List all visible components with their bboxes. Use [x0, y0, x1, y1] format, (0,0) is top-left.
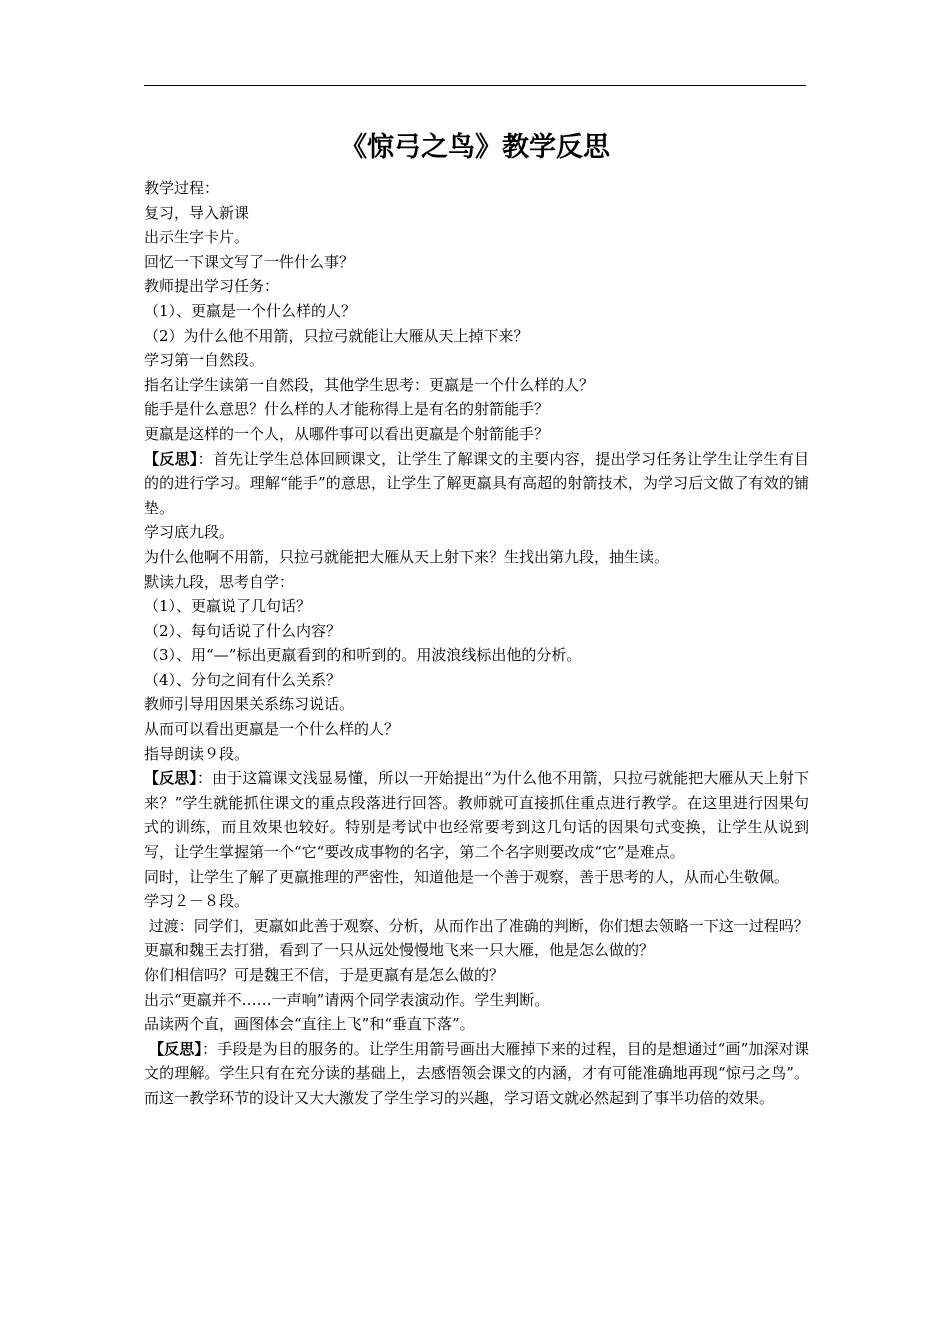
- reflection-text: ：首先让学生总体回顾课文，让学生了解课文的主要内容，提出学习任务让学生让学生有目的的进行学习。理解“能手”的意思，让学生了解更羸具有高超的射箭技术，为学习后文做了有效的铺垫。: [144, 449, 809, 517]
- text-line: 复习，导入新课: [144, 203, 250, 222]
- text-line: （4）、分句之间有什么关系？: [144, 670, 342, 689]
- reflection-paragraph-2: [144, 766, 809, 864]
- text-line: （1）、更羸说了几句话？: [144, 597, 312, 616]
- text-line: 教学过程：: [144, 179, 220, 197]
- paragraph-transition: 过渡：同学们，更羸如此善于观察、分析，从而作出了准确的判断，你们想去领略一下这一过程吗？: [144, 916, 809, 935]
- text-line: 学习２－８段。: [144, 892, 250, 911]
- header-rule: [144, 85, 806, 86]
- text-line: 学习底九段。: [144, 523, 235, 542]
- reflection-text: ：手段是为目的服务的。让学生用箭号画出大雁掉下来的过程，目的是想通过“画”加深对课文的理解。学生只有在充分读的基础上，去感悟领会课文的内涵，才有可能准确地再现“惊弓之鸟”。而这一教学环节的设计又大大激发了学生学习的兴趣，学习语文就必然起到了事半功倍的效果。: [144, 1039, 809, 1107]
- reflection-tag: 【反思】: [144, 449, 198, 468]
- text-line: 出示“更羸并不……一声响”请两个同学表演动作。学生判断。: [144, 990, 550, 1009]
- document-title: 《惊弓之鸟》教学反思: [340, 132, 610, 163]
- reflection-tag: 【反思】: [148, 1039, 203, 1058]
- reflection-paragraph-3: [144, 1037, 809, 1111]
- reflection-text: ：由于这篇课文浅显易懂，所以一开始提出“为什么他不用箭，只拉弓就能把大雁从天上射下来？”学生就能抓住课文的重点段落进行回答。教师就可直接抓住重点进行教学。在这里进行因果句式的训练，而且效果也较好。特别是考试中也经常要考到这几句话的因果句式变换，让学生从说到写，让学生掌握第一个“它“要改成事物的名字，第二个名字则要改成“它”是难点。: [144, 769, 809, 862]
- text-line: 出示生字卡片。: [144, 228, 250, 247]
- text-line: 更羸是这样的一个人，从哪件事可以看出更羸是个射箭能手？: [144, 424, 550, 443]
- text-line: 回忆一下课文写了一件什么事？: [144, 252, 355, 271]
- document-body: [144, 176, 809, 1111]
- text-line: 指名让学生读第一自然段，其他学生思考：更羸是一个什么样的人？: [144, 375, 595, 394]
- text-line: 默读九段，思考自学：: [144, 572, 295, 591]
- text-line: 从而可以看出更羸是一个什么样的人？: [144, 720, 400, 739]
- text-line: 更羸和魏王去打猎，看到了一只从远处慢慢地飞来一只大雁，他是怎么做的？: [144, 941, 655, 960]
- text-line: 为什么他啊不用箭，只拉弓就能把大雁从天上射下来？生找出第九段，抽生读。: [144, 547, 670, 566]
- text-line: 品读两个直，画图体会“直往上飞”和“垂直下落”。: [144, 1015, 475, 1034]
- text-line: （2）为什么他不用箭，只拉弓就能让大雁从天上掉下来？: [144, 326, 529, 345]
- text-line: 教师提出学习任务：: [144, 277, 280, 296]
- text-line: （2）、每句话说了什么内容？: [144, 621, 342, 640]
- paragraph-together: 同时，让学生了解了更羸推理的严密性，知道他是一个善于观察，善于思考的人，从而心生敬佩。: [144, 867, 790, 886]
- text-line: 学习第一自然段。: [144, 351, 265, 370]
- text-line: 指导朗读９段。: [144, 744, 250, 763]
- reflection-paragraph-1: [144, 447, 809, 521]
- text-line: 能手是什么意思？什么样的人才能称得上是有名的射箭能手？: [144, 400, 550, 419]
- text-line: 你们相信吗？可是魏王不信，于是更羸有是怎么做的？: [144, 966, 505, 984]
- text-line: （3）、用“—”标出更羸看到的和听到的。用波浪线标出他的分析。: [144, 646, 582, 665]
- reflection-tag: 【反思】: [144, 769, 197, 788]
- text-line: （1）、更羸是一个什么样的人？: [144, 301, 357, 320]
- text-line: 教师引导用因果关系练习说话。: [144, 695, 355, 714]
